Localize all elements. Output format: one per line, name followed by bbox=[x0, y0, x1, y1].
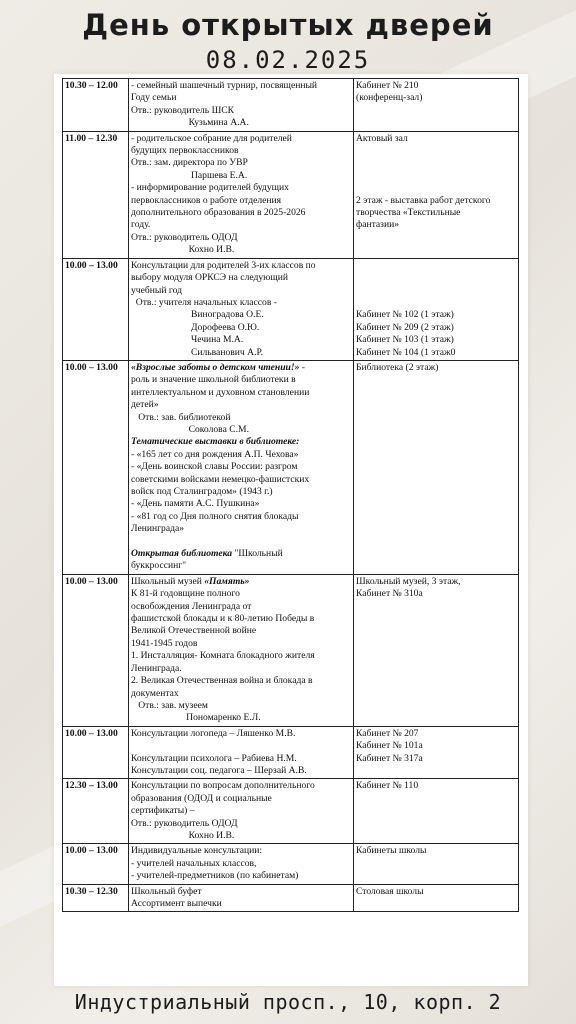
text-fragment: Кабинет № 310а bbox=[356, 588, 423, 600]
text-fragment: Паршева Е.А. bbox=[131, 169, 248, 181]
text-fragment: Школьный буфет bbox=[131, 885, 202, 897]
text-line bbox=[131, 387, 351, 399]
schedule-row bbox=[63, 726, 519, 779]
text-line bbox=[131, 272, 351, 284]
text-line bbox=[356, 886, 516, 898]
text-line bbox=[131, 80, 351, 92]
event-cell bbox=[129, 79, 354, 132]
text-fragment: Кабинет № 102 (1 этаж) bbox=[356, 309, 454, 321]
text-fragment: Открытая библиотека bbox=[131, 548, 233, 560]
schedule-row bbox=[63, 884, 519, 912]
time-cell: 10.00 – 13.00 bbox=[63, 360, 129, 574]
text-fragment: Сильванович А.Р. bbox=[131, 346, 263, 358]
text-line bbox=[131, 858, 351, 870]
text-line bbox=[131, 498, 351, 510]
schedule-row bbox=[63, 131, 519, 258]
text-line bbox=[131, 182, 351, 194]
text-fragment: буккроссинг" bbox=[131, 560, 187, 572]
text-fragment: - «81 год со Дня полного снятия блокады bbox=[131, 510, 299, 522]
text-line bbox=[131, 92, 351, 104]
text-line bbox=[131, 740, 351, 752]
text-line bbox=[131, 117, 351, 129]
text-line bbox=[356, 753, 516, 765]
text-line bbox=[356, 170, 516, 182]
event-cell bbox=[129, 844, 354, 884]
text-line bbox=[131, 523, 351, 535]
text-line bbox=[356, 207, 516, 219]
text-fragment: К 81-й годовщине полного bbox=[131, 588, 240, 600]
text-line bbox=[131, 886, 351, 898]
text-line bbox=[131, 650, 351, 662]
text-line bbox=[131, 297, 351, 309]
text-fragment: - учителей начальных классов, bbox=[131, 857, 257, 869]
text-line bbox=[131, 700, 351, 712]
event-cell bbox=[129, 131, 354, 258]
schedule-table bbox=[62, 78, 519, 912]
text-fragment: Отв.: зам. директора по УВР bbox=[131, 157, 248, 169]
time-cell: 11.00 – 12.30 bbox=[63, 131, 129, 258]
text-line bbox=[131, 638, 351, 650]
text-line bbox=[356, 588, 516, 600]
text-fragment: Отв.: руководитель ШСК bbox=[131, 104, 235, 116]
text-line bbox=[131, 285, 351, 297]
text-fragment: "Школьный bbox=[232, 548, 283, 560]
text-fragment: Ассортимент выпечки bbox=[131, 898, 222, 909]
text-line bbox=[131, 548, 351, 560]
text-fragment: документах bbox=[131, 687, 179, 699]
text-line bbox=[131, 588, 351, 600]
text-line bbox=[131, 436, 351, 448]
place-cell bbox=[354, 574, 519, 726]
text-line bbox=[356, 285, 516, 297]
text-line bbox=[131, 601, 351, 613]
event-cell bbox=[129, 884, 354, 912]
text-line bbox=[356, 309, 516, 321]
text-fragment: Столовая школы bbox=[356, 885, 424, 897]
text-line bbox=[131, 244, 351, 256]
text-fragment: советскими войсками немецко-фашистских bbox=[131, 473, 310, 485]
text-line bbox=[356, 219, 516, 231]
place-cell bbox=[354, 726, 519, 779]
text-fragment: - «165 лет со дня рождения А.П. Чехова» bbox=[131, 448, 299, 460]
schedule-body bbox=[63, 79, 519, 912]
text-line bbox=[131, 260, 351, 272]
text-line bbox=[356, 297, 516, 309]
text-fragment: году. bbox=[131, 219, 151, 231]
text-fragment: роль и значение школьной библиотеки в bbox=[131, 374, 296, 386]
text-line bbox=[131, 765, 351, 777]
text-fragment: учебный год bbox=[131, 284, 182, 296]
text-fragment: Кабинет № 104 (1 этаж0 bbox=[356, 346, 456, 358]
text-line bbox=[131, 870, 351, 882]
schedule-row bbox=[63, 844, 519, 884]
text-line bbox=[131, 474, 351, 486]
text-fragment: Тематические выставки в библиотеке: bbox=[131, 436, 300, 448]
text-fragment: Отв.: зав. музеем bbox=[131, 699, 208, 711]
text-line bbox=[356, 740, 516, 752]
text-fragment: выбору модуля ОРКСЭ на следующий bbox=[131, 272, 288, 284]
text-line bbox=[356, 157, 516, 169]
event-cell bbox=[129, 574, 354, 726]
event-cell bbox=[129, 258, 354, 360]
text-fragment: Великой Отечественной войне bbox=[131, 625, 257, 637]
text-fragment: Школьный музей bbox=[131, 575, 205, 587]
text-fragment: Виноградова О.Е. bbox=[131, 309, 264, 321]
text-fragment: первоклассников о работе отделения bbox=[131, 194, 282, 206]
text-line bbox=[131, 219, 351, 231]
text-fragment: Отв.: руководитель ОДОД bbox=[131, 817, 238, 829]
text-fragment: Консультации соц. педагога – Шерзай А.В. bbox=[131, 764, 307, 776]
schedule-sheet bbox=[54, 74, 528, 986]
text-fragment: дополнительного образования в 2025-2026 bbox=[131, 207, 306, 219]
text-fragment: Отв.: зав. библиотекой bbox=[131, 411, 231, 423]
text-line bbox=[356, 92, 516, 104]
text-line bbox=[131, 412, 351, 424]
text-line bbox=[131, 362, 351, 374]
text-line bbox=[131, 195, 351, 207]
text-fragment: Пономаренко Е.Л. bbox=[131, 712, 261, 724]
text-fragment: 2 этаж - выставка работ детского bbox=[356, 194, 491, 206]
text-fragment: Кабинет № 101а bbox=[356, 740, 423, 752]
text-fragment: творчества «Текстильные bbox=[356, 207, 461, 219]
text-fragment: Ленинграда» bbox=[131, 523, 185, 535]
text-line bbox=[131, 576, 351, 588]
time-cell: 10.00 – 13.00 bbox=[63, 844, 129, 884]
text-line bbox=[131, 207, 351, 219]
text-line bbox=[131, 830, 351, 842]
text-fragment: будущих первоклассников bbox=[131, 145, 239, 157]
text-fragment: Ленинграда. bbox=[131, 662, 182, 674]
text-line bbox=[131, 818, 351, 830]
text-fragment: Дорофеева О.Ю. bbox=[131, 321, 260, 333]
text-fragment: сертификаты) – bbox=[131, 805, 195, 817]
text-line bbox=[131, 675, 351, 687]
text-line bbox=[131, 105, 351, 117]
text-fragment: - семейный шашечный турнир, посвященный bbox=[131, 80, 318, 91]
text-line bbox=[131, 145, 351, 157]
event-date: 08.02.2025 bbox=[205, 46, 371, 74]
text-fragment: 2. Великая Отечественная война и блокада в bbox=[131, 675, 313, 687]
text-line bbox=[131, 399, 351, 411]
text-fragment: интеллектуальном и духовном становлении bbox=[131, 386, 310, 398]
text-fragment: образования (ОДОД и социальные bbox=[131, 792, 272, 804]
place-cell bbox=[354, 779, 519, 844]
text-line bbox=[131, 688, 351, 700]
text-line bbox=[131, 133, 351, 145]
text-line bbox=[131, 449, 351, 461]
place-cell bbox=[354, 258, 519, 360]
text-fragment: фашистской блокады и к 80-летию Победы в bbox=[131, 613, 315, 625]
text-fragment: Актовый зал bbox=[356, 132, 408, 144]
text-fragment: - учителей-предметников (по кабинетам) bbox=[131, 870, 299, 882]
text-line bbox=[356, 195, 516, 207]
page-title: День открытых дверей bbox=[82, 8, 494, 42]
text-line bbox=[131, 625, 351, 637]
text-fragment: Кабинет № 210 bbox=[356, 80, 419, 91]
text-line bbox=[131, 157, 351, 169]
text-line bbox=[131, 374, 351, 386]
text-line bbox=[131, 347, 351, 359]
text-fragment: «Взрослые заботы о детском чтении!» bbox=[131, 361, 300, 373]
text-line bbox=[356, 362, 516, 374]
text-line bbox=[356, 260, 516, 272]
event-cell bbox=[129, 360, 354, 574]
schedule-row bbox=[63, 779, 519, 844]
text-line bbox=[131, 309, 351, 321]
text-line bbox=[131, 712, 351, 724]
text-fragment: войск под Сталинградом» (1943 г.) bbox=[131, 486, 273, 497]
time-cell: 10.00 – 13.00 bbox=[63, 258, 129, 360]
text-fragment: - «День памяти А.С. Пушкина» bbox=[131, 498, 260, 510]
text-line bbox=[356, 780, 516, 792]
text-line bbox=[131, 334, 351, 346]
event-cell bbox=[129, 779, 354, 844]
text-fragment: Отв.: учителя начальных классов - bbox=[131, 296, 277, 308]
time-cell: 10.00 – 13.00 bbox=[63, 726, 129, 779]
text-fragment: Кабинет № 317а bbox=[356, 752, 423, 764]
schedule-row bbox=[63, 574, 519, 726]
text-line bbox=[131, 780, 351, 792]
text-line bbox=[131, 898, 351, 910]
text-fragment: Кабинет № 209 (2 этаж) bbox=[356, 321, 454, 333]
text-fragment: Чечина М.А. bbox=[131, 334, 244, 346]
text-fragment: фантазии» bbox=[356, 219, 400, 231]
text-line bbox=[131, 753, 351, 765]
text-fragment: Кабинет № 207 bbox=[356, 727, 419, 739]
text-fragment: Библиотека (2 этаж) bbox=[356, 361, 439, 373]
text-line bbox=[131, 511, 351, 523]
text-fragment: Кохно И.В. bbox=[131, 829, 235, 841]
text-line bbox=[131, 793, 351, 805]
event-cell bbox=[129, 726, 354, 779]
text-line bbox=[131, 170, 351, 182]
text-fragment: Отв.: руководитель ОДОД bbox=[131, 231, 238, 243]
text-fragment: Консультации психолога – Рабиева Н.М. bbox=[131, 752, 297, 764]
text-line bbox=[356, 576, 516, 588]
text-line bbox=[356, 347, 516, 359]
text-line bbox=[131, 663, 351, 675]
text-fragment: (конференц-зал) bbox=[356, 92, 423, 104]
text-line bbox=[131, 560, 351, 572]
text-fragment: Консультации логопеда – Ляшенко М.В. bbox=[131, 727, 296, 739]
schedule-row bbox=[63, 79, 519, 132]
text-line bbox=[356, 145, 516, 157]
text-line bbox=[131, 536, 351, 548]
text-fragment: 1941-1945 годов bbox=[131, 637, 198, 649]
text-fragment: детей» bbox=[131, 399, 159, 411]
place-cell bbox=[354, 844, 519, 884]
schedule-row bbox=[63, 360, 519, 574]
text-fragment: Кабинет № 103 (1 этаж) bbox=[356, 334, 454, 346]
schedule-row bbox=[63, 258, 519, 360]
text-fragment: «Память» bbox=[204, 575, 250, 587]
text-line bbox=[356, 272, 516, 284]
text-fragment: Кабинеты школы bbox=[356, 845, 427, 857]
text-line bbox=[131, 322, 351, 334]
text-line bbox=[131, 728, 351, 740]
text-line bbox=[356, 728, 516, 740]
text-line bbox=[356, 182, 516, 194]
text-line bbox=[131, 613, 351, 625]
time-cell: 10.30 – 12.30 bbox=[63, 884, 129, 912]
place-cell bbox=[354, 79, 519, 132]
text-fragment: Индивидуальные консультации: bbox=[131, 845, 263, 857]
text-fragment: - информирование родителей будущих bbox=[131, 182, 289, 194]
text-fragment: - bbox=[299, 361, 305, 373]
time-cell: 12.30 – 13.00 bbox=[63, 779, 129, 844]
text-line bbox=[131, 805, 351, 817]
text-line bbox=[131, 845, 351, 857]
text-line bbox=[356, 845, 516, 857]
text-line bbox=[356, 80, 516, 92]
text-fragment: Кабинет № 110 bbox=[356, 780, 419, 792]
text-line bbox=[131, 461, 351, 473]
text-fragment: - «День воинской славы России: разгром bbox=[131, 461, 298, 473]
text-fragment: Консультации по вопросам дополнительного bbox=[131, 780, 315, 792]
text-line bbox=[131, 232, 351, 244]
time-cell: 10.00 – 13.00 bbox=[63, 574, 129, 726]
text-line bbox=[356, 334, 516, 346]
text-fragment: - родительское собрание для родителей bbox=[131, 132, 292, 144]
text-fragment: освобождения Ленинграда от bbox=[131, 600, 252, 612]
text-fragment: 1. Инсталляция- Комната блокадного жителя bbox=[131, 650, 315, 662]
text-line bbox=[131, 486, 351, 498]
text-fragment: Кохно И.В. bbox=[131, 244, 235, 256]
time-cell: 10.30 – 12.00 bbox=[63, 79, 129, 132]
place-cell bbox=[354, 131, 519, 258]
text-fragment: Соколова С.М. bbox=[131, 423, 249, 435]
text-line bbox=[131, 424, 351, 436]
text-fragment: Школьный музей, 3 этаж, bbox=[356, 575, 461, 587]
text-line bbox=[356, 133, 516, 145]
place-cell bbox=[354, 884, 519, 912]
text-fragment: Году семьи bbox=[131, 92, 177, 104]
place-cell bbox=[354, 360, 519, 574]
address: Индустриальный просп., 10, корп. 2 bbox=[74, 990, 502, 1014]
text-line bbox=[356, 322, 516, 334]
text-fragment: Кузьмина А.А. bbox=[131, 117, 249, 129]
text-fragment: Консультации для родителей 3-их классов по bbox=[131, 259, 316, 271]
